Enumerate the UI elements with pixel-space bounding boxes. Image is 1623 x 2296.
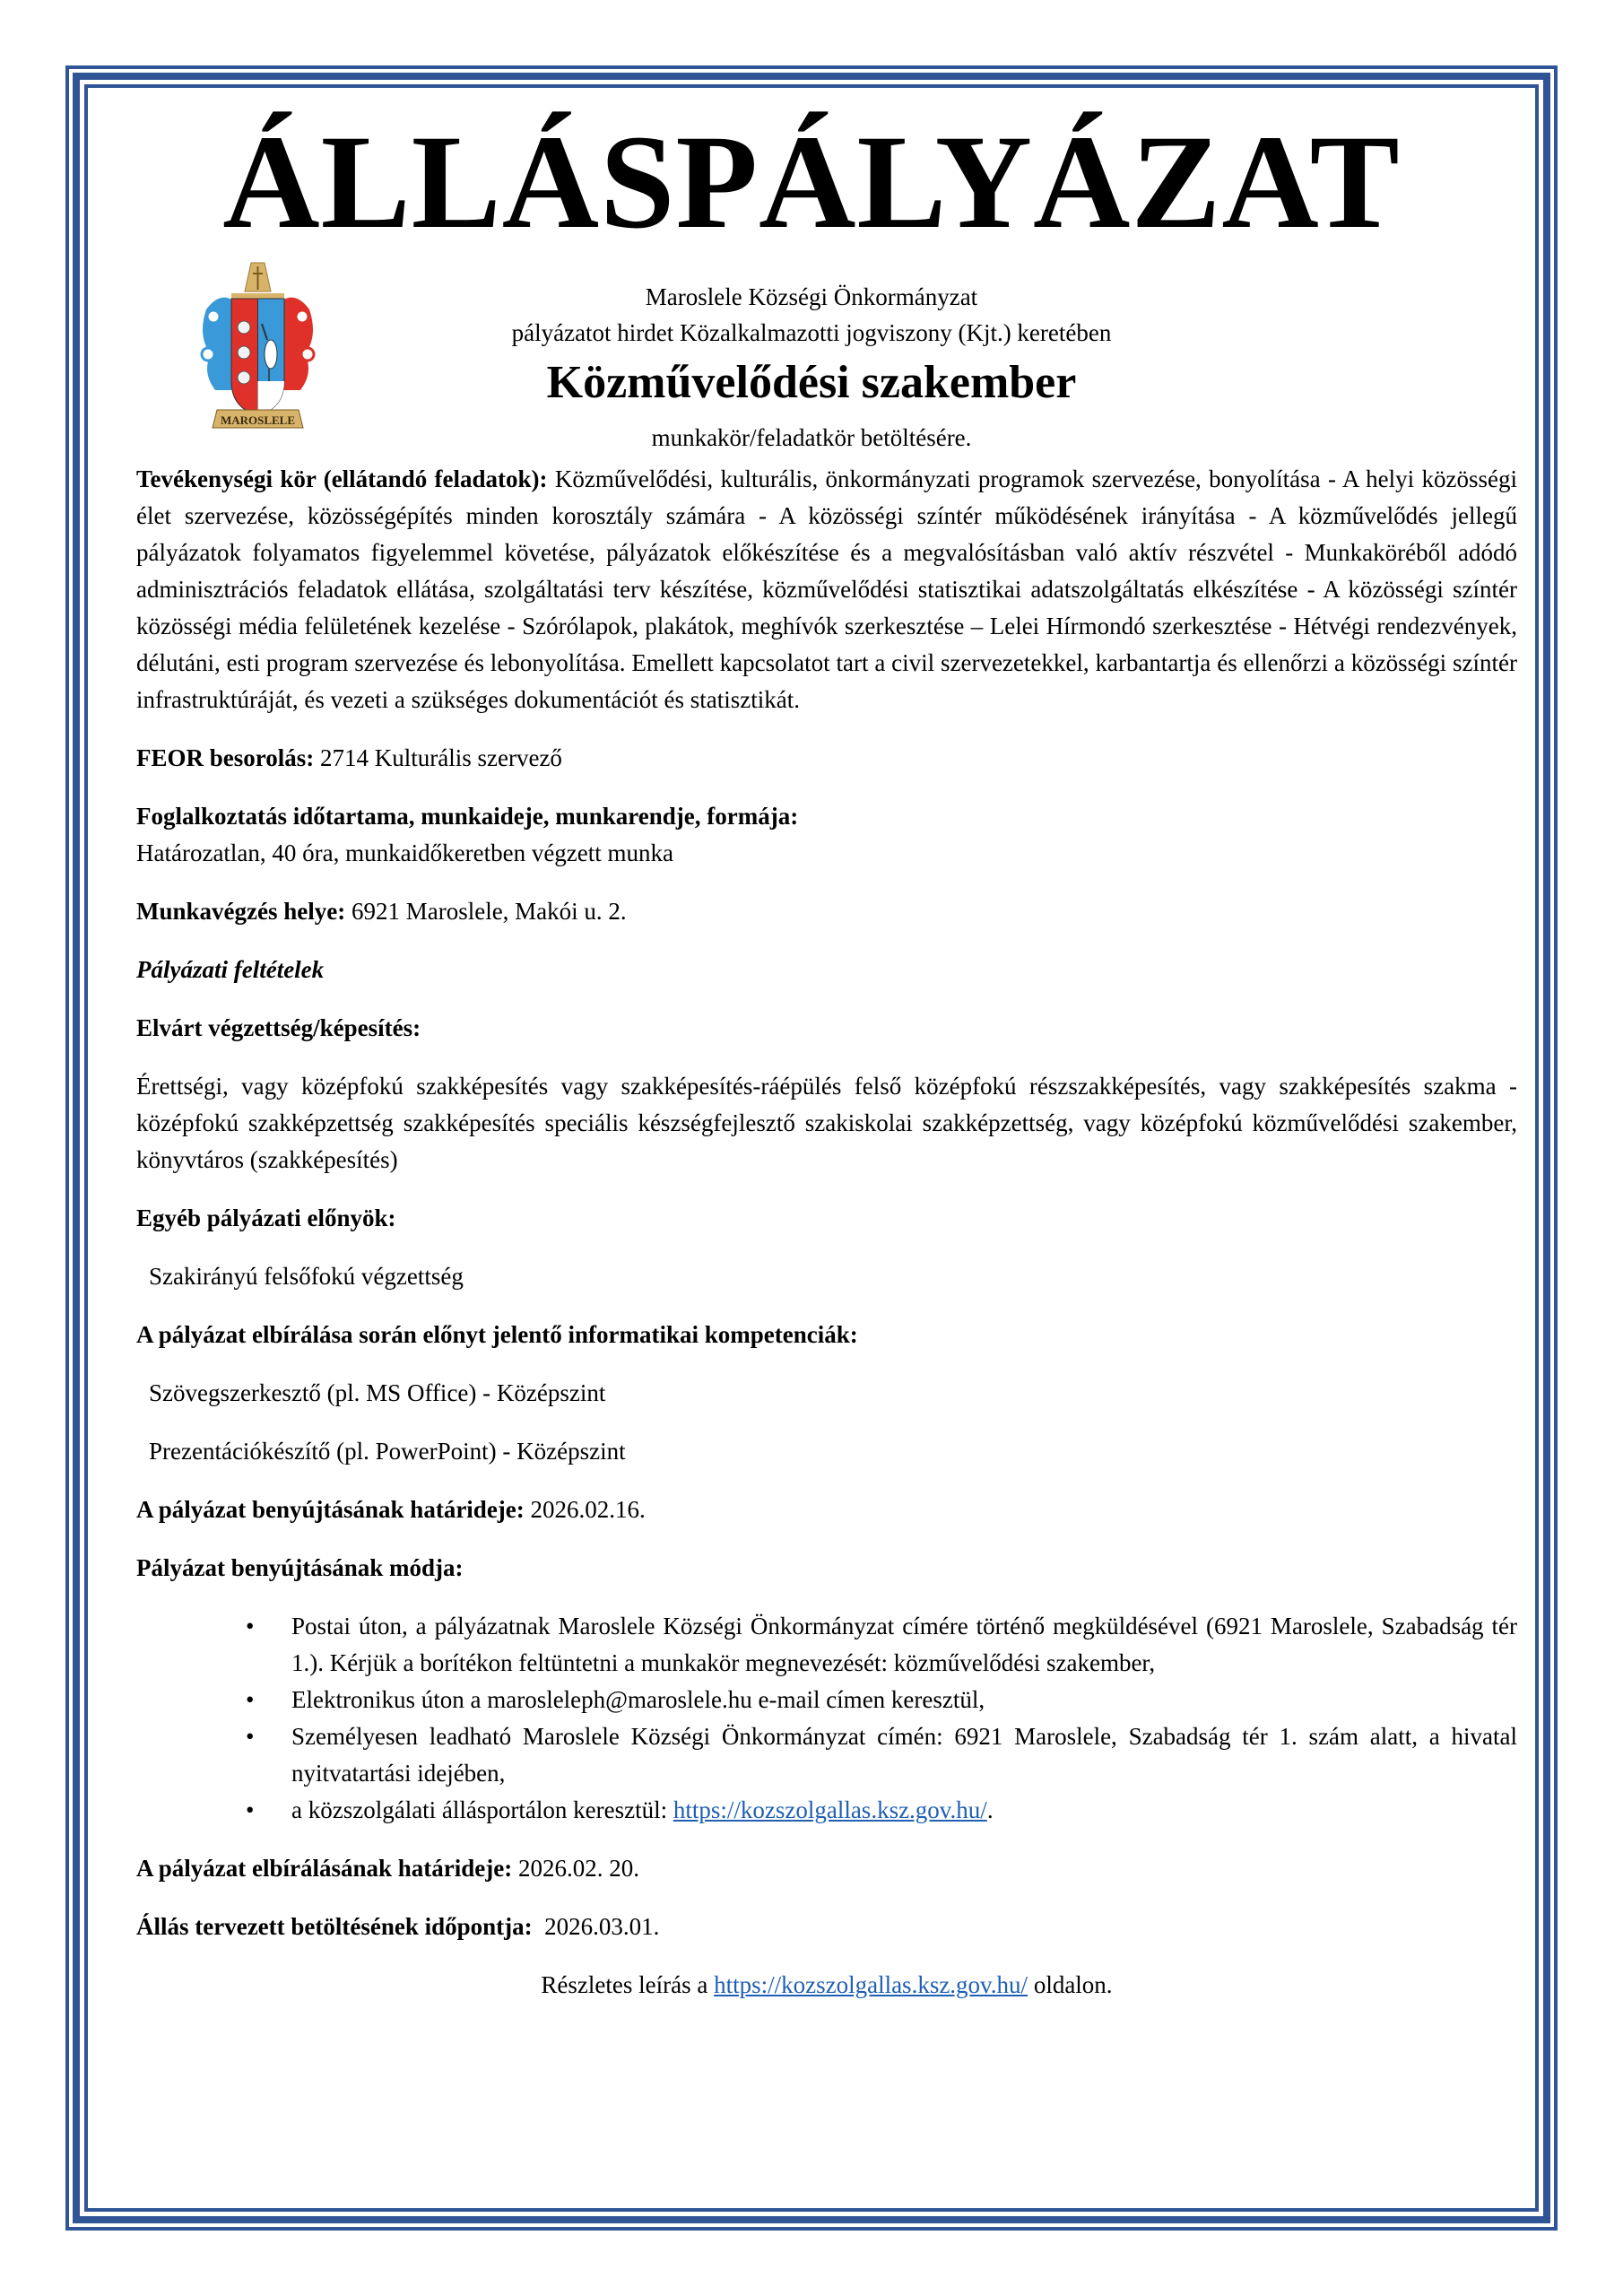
svg-text:MAROSLELE: MAROSLELE <box>220 413 296 427</box>
submission-method-label: Pályázat benyújtásának módja: <box>136 1554 464 1581</box>
evaluation-deadline-value: 2026.02. 20. <box>518 1855 639 1882</box>
list-item: • Személyesen leadható Maroslele Községi Önkormányzat címén: 6921 Maroslele, Szabadság tér 1. szám alatt, a hivatal nyitvatartási idejében, <box>136 1718 1517 1792</box>
it-skill-item: Prezentációkészítő (pl. PowerPoint) - Középszint <box>149 1438 626 1465</box>
workplace-section <box>136 893 1517 930</box>
submission-deadline-label: A pályázat benyújtásának határideje: <box>136 1496 525 1523</box>
activities-label: Tevékenységi kör (ellátandó feladatok): <box>136 465 548 492</box>
education-label: Elvárt végzettség/képesítés: <box>136 1014 421 1041</box>
advantages-label: Egyéb pályázati előnyök: <box>136 1205 396 1231</box>
workplace-label: Munkavégzés helye: <box>136 898 346 925</box>
bullet-icon: • <box>246 1686 255 1713</box>
activities-text: Közművelődési, kulturális, önkormányzati programok szervezése, bonyolítása - A helyi közösségi élet szervezése, közösségépítés minden korosztály számára - A közösségi színtér működésének irányítása - A közművelődés jellegű pályázatok folyamatos figyelemmel követése, pályázatok előkészítése és a megvalósításban való aktív részvétel - Munkaköréből adódó adminisztrációs feladatok ellátása, szolgáltatási terv készítése, közművelődési statisztikai adatszolgáltatás elkészítése - A közösségi színtér közösségi média felületének kezelése - Szórólapok, plakátok, meghívók szerkesztése – Lelei Hírmondó szerkesztése - Hétvégi rendezvények, délutáni, esti program szervezése és lebonyolítása. Emellett kapcsolatot tart a civil szervezetekkel, karbantartja és ellenőrzi a közösségi színtér infrastruktúráját, és vezeti a szükséges dokumentációt és statisztikát. <box>136 465 1517 713</box>
list-item: • a közszolgálati állásportálon keresztül: https://kozszolgallas.ksz.gov.hu/. <box>136 1792 1517 1829</box>
it-skill-item: Szövegszerkesztő (pl. MS Office) - Középszint <box>149 1379 606 1406</box>
advantage-item: Szakirányú felsőfokú végzettség <box>149 1263 464 1290</box>
bullet-icon: • <box>246 1796 255 1823</box>
page-title: ÁLLÁSPÁLYÁZAT <box>222 108 1401 257</box>
evaluation-deadline-label: A pályázat elbírálásának határideje: <box>136 1855 513 1882</box>
employment-label: Foglalkoztatás időtartama, munkaideje, munkarendje, formája: <box>136 803 799 830</box>
employment-section <box>136 798 1517 872</box>
employment-value: Határozatlan, 40 óra, munkaidőkeretben végzett munka <box>136 839 674 866</box>
evaluation-deadline-section <box>136 1850 1517 1887</box>
submission-method-list <box>136 1608 1517 1829</box>
list-item: • Elektronikus úton a marosleleph@maroslele.hu e-mail címen keresztül, <box>136 1682 1517 1718</box>
position-purpose: munkakör/feladatkör betöltésére. <box>651 424 972 451</box>
feor-value: 2714 Kulturális szervező <box>320 744 562 771</box>
submission-deadline-value: 2026.02.16. <box>530 1496 646 1523</box>
submission-deadline-section <box>136 1492 1517 1528</box>
workplace-value: 6921 Maroslele, Makói u. 2. <box>351 898 627 925</box>
start-date-label: Állás tervezett betöltésének időpontja: <box>136 1913 533 1940</box>
job-portal-link[interactable]: https://kozszolgallas.ksz.gov.hu/ <box>673 1796 987 1823</box>
it-skills-label: A pályázat elbírálása során előnyt jelentő informatikai kompetenciák: <box>136 1321 858 1348</box>
feor-section <box>136 740 1517 777</box>
details-link[interactable]: https://kozszolgallas.ksz.gov.hu/ <box>714 1971 1028 1998</box>
bullet-icon: • <box>246 1613 255 1639</box>
document-body <box>136 461 1517 2025</box>
education-label-section <box>136 1010 1517 1047</box>
list-item: • Postai úton, a pályázatnak Maroslele Községi Önkormányzat címére történő megküldésével (6921 Maroslele, Szabadság tér 1.). Kérjük a borítékon feltüntetni a munkakör megnevezését: közművelődési szakember, <box>136 1608 1517 1682</box>
issuer-name: Maroslele Községi Önkormányzat <box>645 283 978 310</box>
it-skills-label-section <box>136 1317 1517 1353</box>
advantages-label-section <box>136 1200 1517 1237</box>
start-date-section <box>136 1909 1517 1945</box>
conditions-heading: Pályázati feltételek <box>136 956 325 983</box>
announcement-line: pályázatot hirdet Közalkalmazotti jogviszony (Kjt.) keretében <box>511 319 1112 346</box>
activities-section <box>136 461 1517 718</box>
submission-method-label-section <box>136 1550 1517 1587</box>
start-date-value: 2026.03.01. <box>538 1913 660 1940</box>
education-value: Érettségi, vagy középfokú szakképesítés vagy szakképesítés-ráépülés felső középfokú részszakképesítés, vagy szakképesítés szakma - középfokú szakképzettség szakképesítés speciális készségfejlesztő szakiskolai szakképzettség, vagy középfokú közművelődési szakember, könyvtáros (szakképesítés) <box>136 1073 1517 1173</box>
feor-label: FEOR besorolás: <box>136 744 315 771</box>
footer-note: Részletes leírás a https://kozszolgallas.ksz.gov.hu/ oldalon. <box>541 1971 1113 1998</box>
position-title: Közművelődési szakember <box>546 357 1077 408</box>
bullet-icon: • <box>246 1723 255 1750</box>
